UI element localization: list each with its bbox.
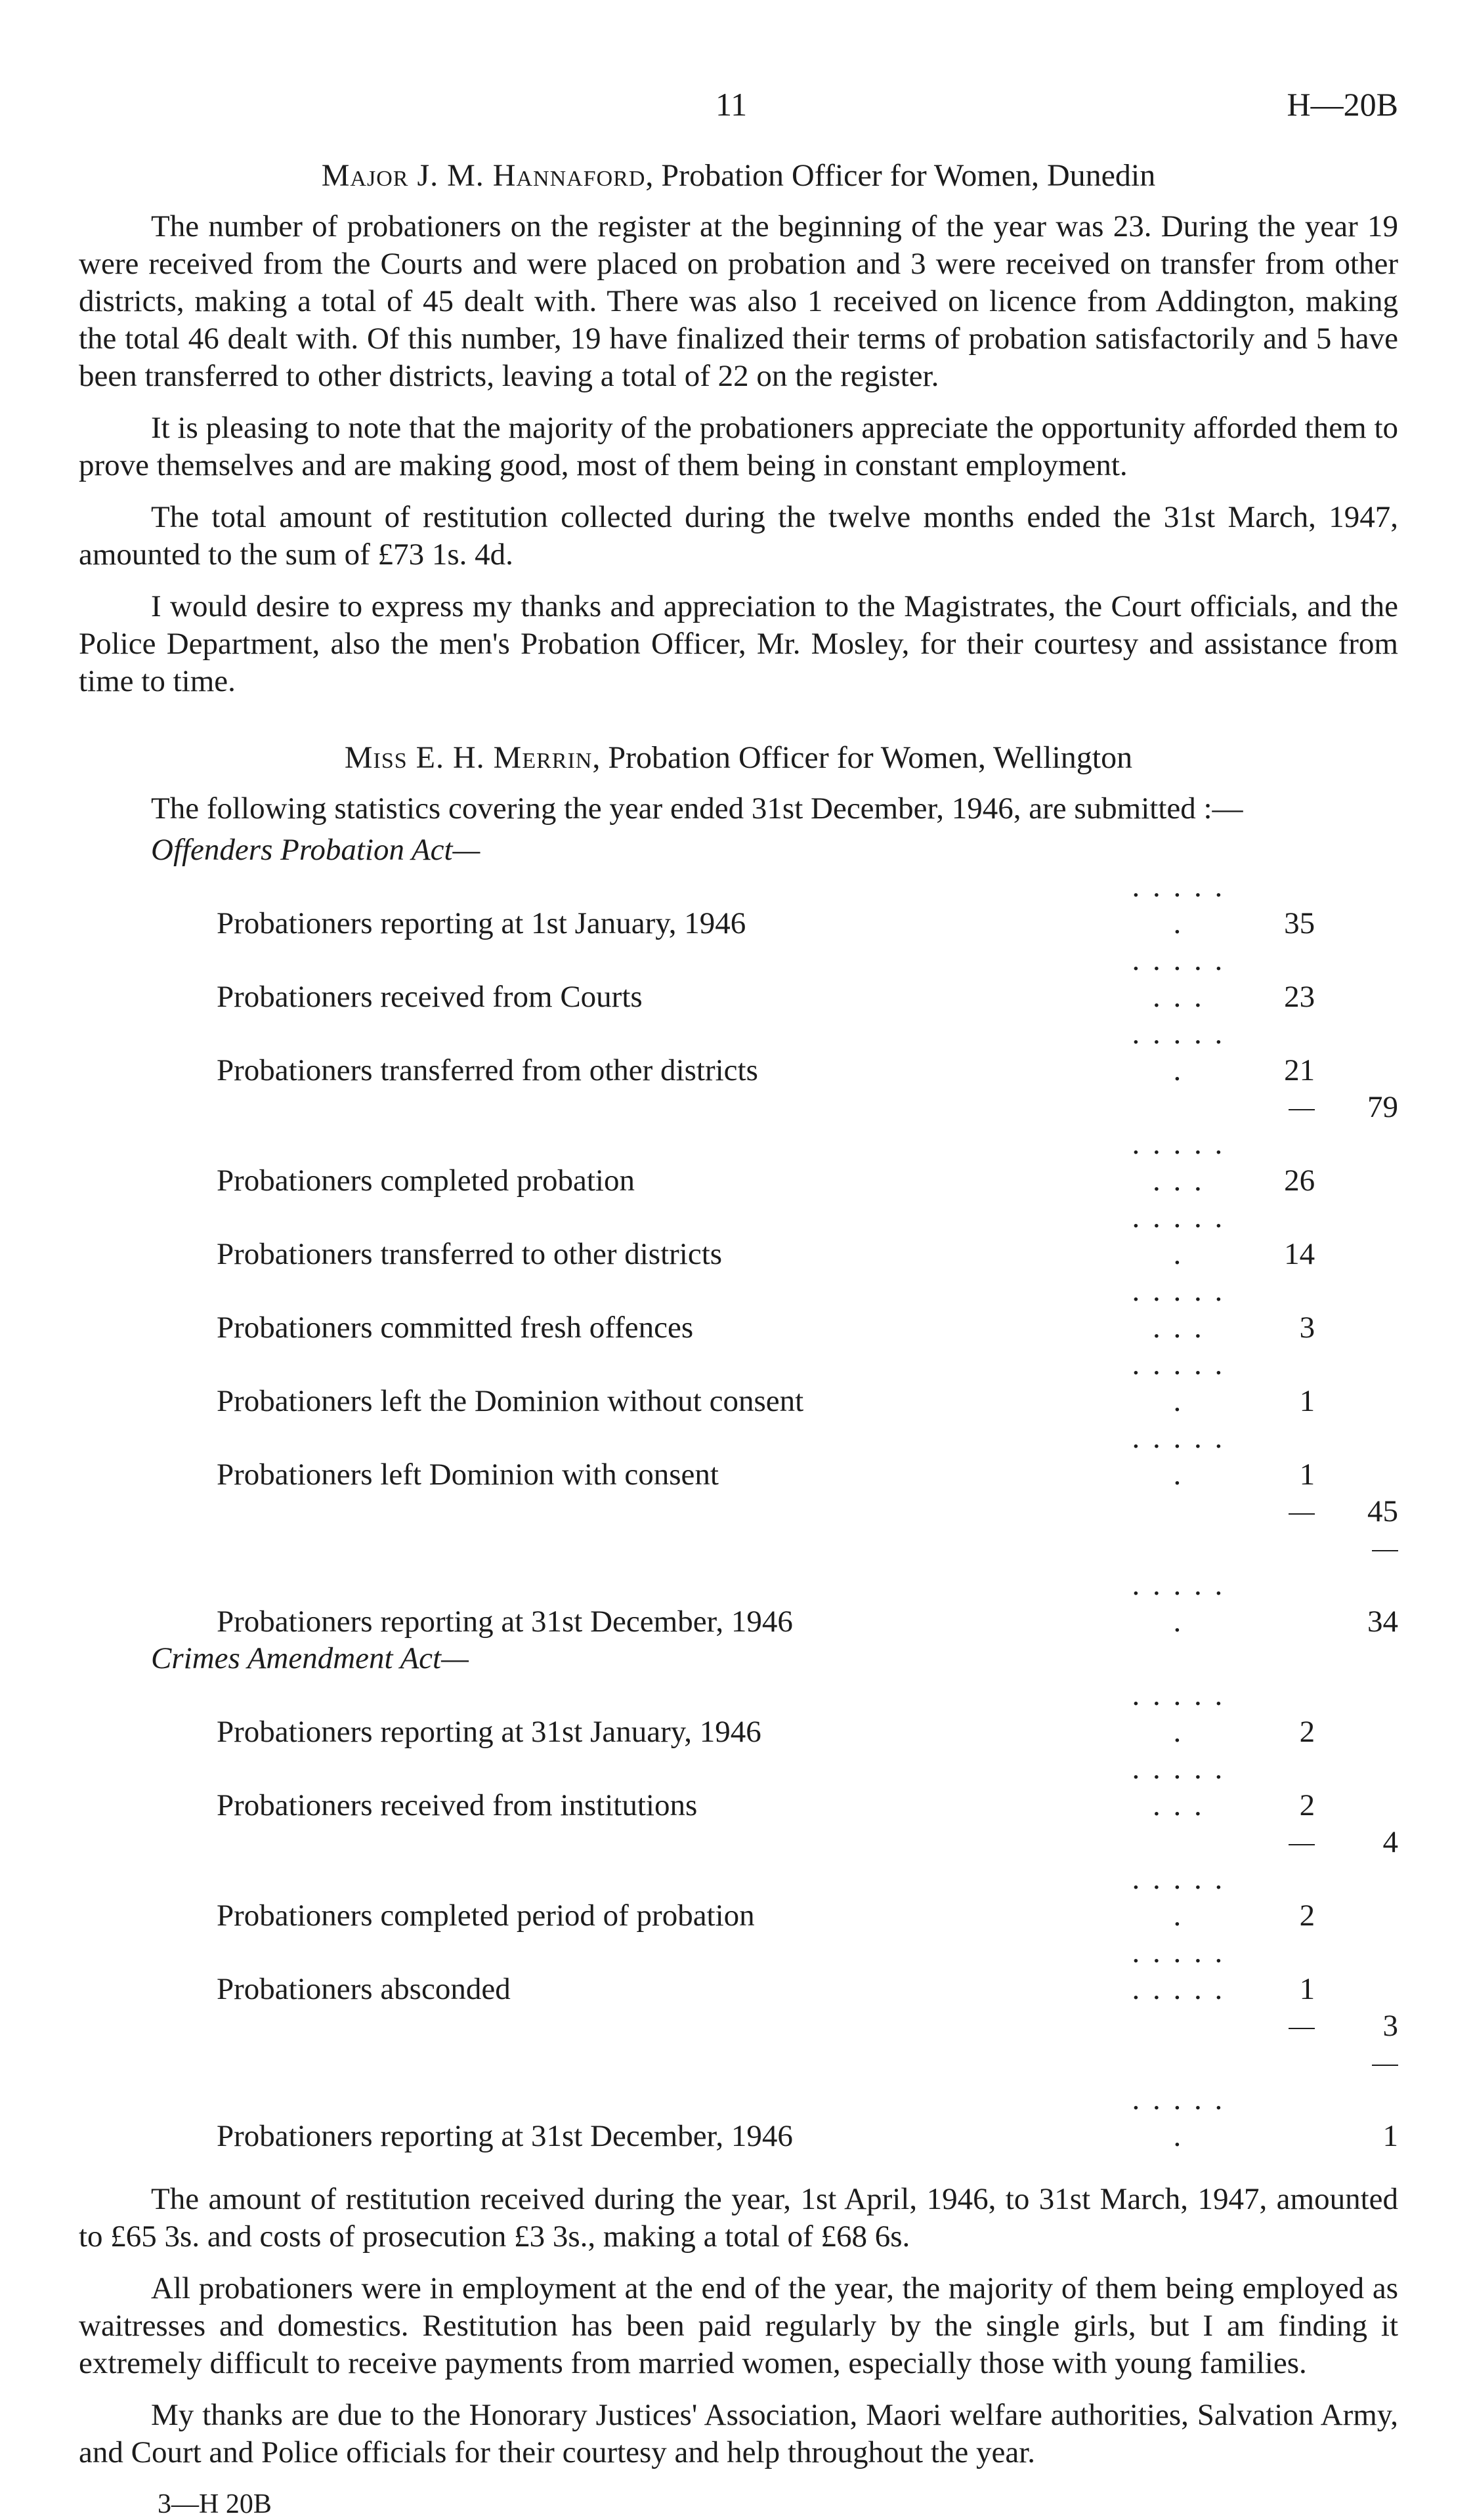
subtotal-rule bbox=[1289, 1109, 1315, 1110]
subtotal-value: 79 bbox=[1367, 1090, 1398, 1124]
document-code: H—20B bbox=[1287, 86, 1398, 123]
subtotal-rule bbox=[1289, 1844, 1315, 1845]
row-value: 1 bbox=[1299, 1384, 1315, 1418]
leader-dots: . . . . . . bbox=[1132, 2082, 1226, 2153]
row-value: 26 bbox=[1284, 1164, 1315, 1198]
statistics-intro: The following statistics covering the year ended 31st December, 1946, are submitted :— bbox=[151, 791, 1243, 826]
subtotal-rule bbox=[1289, 2028, 1315, 2029]
paragraph: It is pleasing to note that the majority of the probationers appreciate the opportunity afforded them to prove themselves and are making good, most of them being in constant employment. bbox=[79, 411, 1398, 482]
closing-value: 1 bbox=[1382, 2119, 1398, 2153]
subtotal-row bbox=[217, 1824, 1398, 1860]
table-row bbox=[217, 1677, 1398, 1750]
row-value: 14 bbox=[1284, 1237, 1315, 1271]
row-label: Probationers left Dominion with consent bbox=[217, 1458, 719, 1492]
row-value: 3 bbox=[1299, 1311, 1315, 1345]
row-label: Probationers left the Dominion without consent bbox=[217, 1384, 804, 1418]
row-label: Probationers reporting at 31st January, 1946 bbox=[217, 1715, 761, 1749]
paragraph: The number of probationers on the register at the beginning of the year was 23. During the year 19 were received from the Courts and were placed on probation and 3 were received on transfer from other districts, making a total of 45 dealt with. There was also 1 received on licence from Addington, making the total 46 dealt with. Of this number, 19 have finalized their terms of probation satisfactorily and 5 have been transferred to other districts, leaving a total of 22 on the register. bbox=[79, 209, 1398, 393]
table-row bbox=[217, 1272, 1398, 1346]
leader-dots: . . . . . . . . . . bbox=[1132, 1935, 1226, 2006]
row-label: Probationers received from Courts bbox=[217, 980, 643, 1014]
row-label: Probationers received from institutions bbox=[217, 1788, 698, 1822]
paragraph: I would desire to express my thanks and appreciation to the Magistrates, the Court officials, and the Police Department, also the men's Probation Officer, Mr. Mosley, for their courtesy and assistance from time to time. bbox=[79, 589, 1398, 698]
row-label: Probationers completed period of probation bbox=[217, 1899, 755, 1933]
row-label: Probationers absconded bbox=[217, 1972, 511, 2006]
row-value: 1 bbox=[1299, 1458, 1315, 1492]
officer-name: Miss E. H. Merrin bbox=[344, 740, 593, 775]
row-label: Probationers reporting at 1st January, 1946 bbox=[217, 906, 746, 940]
row-label: Probationers transferred to other districts bbox=[217, 1237, 723, 1271]
leader-dots: . . . . . . bbox=[1132, 1421, 1226, 1492]
paragraph: The total amount of restitution collected during the twelve months ended the 31st March, 1947, amounted to the sum of £73 1s. 4d. bbox=[79, 500, 1398, 572]
subtotal-rule bbox=[1289, 1513, 1315, 1515]
paragraph: The amount of restitution received during the year, 1st April, 1946, to 31st March, 1947, amounted to £65 3s. and costs of prosecution £3 3s., making a total of £68 6s. bbox=[79, 2182, 1398, 2254]
leader-dots: . . . . . . bbox=[1132, 1347, 1226, 1418]
total-rule bbox=[1372, 2065, 1398, 2066]
table-row bbox=[217, 868, 1398, 942]
paragraph: My thanks are due to the Honorary Justices' Association, Maori welfare authorities, Salvation Army, and Court and Police officials for their courtesy and help throughout the year. bbox=[79, 2398, 1398, 2469]
leader-dots: . . . . . . bbox=[1132, 870, 1226, 940]
subtotal-row bbox=[217, 1089, 1398, 1125]
closing-row bbox=[217, 1566, 1398, 1640]
leader-dots: . . . . . . bbox=[1132, 1678, 1226, 1749]
leader-dots: . . . . . . bbox=[1132, 1862, 1226, 1933]
act-heading: Crimes Amendment Act— bbox=[151, 1641, 469, 1675]
page-header bbox=[79, 72, 1398, 131]
row-label: Probationers transferred from other districts bbox=[217, 1053, 758, 1087]
table-row bbox=[217, 1419, 1398, 1493]
leader-dots: . . . . . . . . bbox=[1132, 1274, 1226, 1345]
total-rule bbox=[1372, 1550, 1398, 1551]
table-row bbox=[217, 1750, 1398, 1824]
row-value: 35 bbox=[1284, 906, 1315, 940]
subtotal-value: 3 bbox=[1382, 2009, 1398, 2043]
leader-dots: . . . . . . . . bbox=[1132, 1752, 1226, 1822]
table-row bbox=[217, 1934, 1398, 2007]
document-page bbox=[79, 72, 1398, 2520]
section-heading-dunedin bbox=[79, 158, 1398, 194]
closing-value: 34 bbox=[1367, 1605, 1398, 1639]
total-rule-row bbox=[217, 1530, 1398, 1566]
table-row bbox=[217, 1346, 1398, 1419]
subtotal-row bbox=[217, 2007, 1398, 2044]
row-value: 2 bbox=[1299, 1715, 1315, 1749]
statistics-table-offenders bbox=[217, 868, 1398, 1640]
section-heading-wellington bbox=[79, 740, 1398, 776]
row-value: 2 bbox=[1299, 1899, 1315, 1933]
row-value: 23 bbox=[1284, 980, 1315, 1014]
row-label: Probationers reporting at 31st December, 1946 bbox=[217, 1605, 793, 1639]
row-label: Probationers reporting at 31st December, 1946 bbox=[217, 2119, 793, 2153]
statistics-table-crimes bbox=[217, 1677, 1398, 2154]
page-number: 11 bbox=[715, 86, 748, 123]
officer-title: , Probation Officer for Women, Wellington bbox=[592, 740, 1133, 775]
subtotal-value: 4 bbox=[1382, 1825, 1398, 1859]
subtotal-row bbox=[217, 1493, 1398, 1530]
row-value: 21 bbox=[1284, 1053, 1315, 1087]
table-row bbox=[217, 1125, 1398, 1199]
signature-mark: 3—H 20B bbox=[158, 2489, 272, 2519]
officer-title: , Probation Officer for Women, Dunedin bbox=[645, 158, 1156, 193]
officer-name: Major J. M. Hannaford bbox=[321, 158, 646, 193]
table-row bbox=[217, 1199, 1398, 1272]
row-value: 1 bbox=[1299, 1972, 1315, 2006]
closing-row bbox=[217, 2081, 1398, 2154]
leader-dots: . . . . . . bbox=[1132, 1017, 1226, 1087]
paragraph: All probationers were in employment at the end of the year, the majority of them being employed as waitresses and domestics. Restitution has been paid regularly by the single girls, but I am finding it extremely difficult to receive payments from married women, especially those with young families. bbox=[79, 2271, 1398, 2380]
table-row bbox=[217, 1015, 1398, 1089]
row-label: Probationers completed probation bbox=[217, 1164, 635, 1198]
subtotal-value: 45 bbox=[1367, 1494, 1398, 1528]
act-heading: Offenders Probation Act— bbox=[151, 833, 480, 867]
leader-dots: . . . . . . bbox=[1132, 1568, 1226, 1639]
leader-dots: . . . . . . . . bbox=[1132, 943, 1226, 1014]
leader-dots: . . . . . . . . bbox=[1132, 1127, 1226, 1198]
row-value: 2 bbox=[1299, 1788, 1315, 1822]
row-label: Probationers committed fresh offences bbox=[217, 1311, 694, 1345]
table-row bbox=[217, 942, 1398, 1015]
total-rule-row bbox=[217, 2044, 1398, 2081]
leader-dots: . . . . . . bbox=[1132, 1200, 1226, 1271]
table-row bbox=[217, 1860, 1398, 1934]
